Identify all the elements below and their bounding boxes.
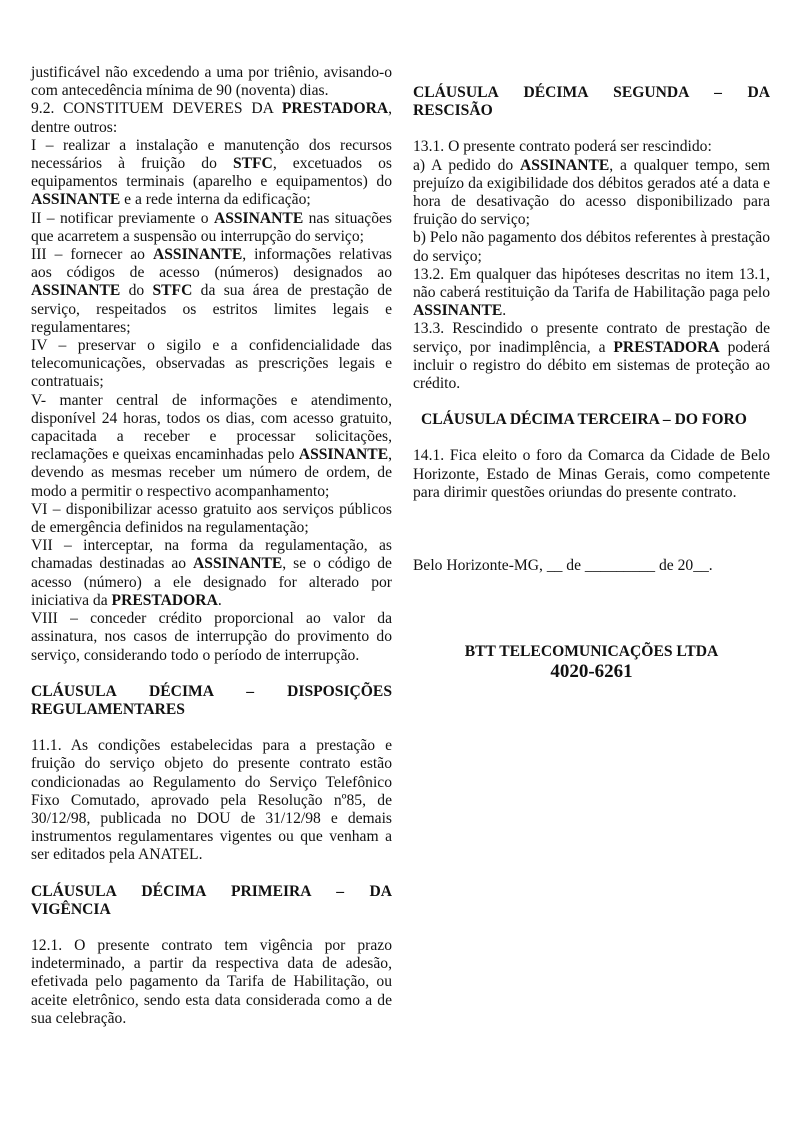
text: I – realizar a instalação e manutenção dos recursos necessários à fruição do [31,136,392,173]
text: 13.3. Rescindido o presente contrato de prestação de serviço, por inadimplência, a [413,320,770,356]
clause-13-3 [413,320,770,393]
text: poderá incluir o registro do débito em sistemas de proteção ao crédito. [413,338,770,393]
heading-line: REGULAMENTARES [31,700,185,718]
heading-line: VIGÊNCIA [31,900,111,918]
item-vi: VI – disponibilizar acesso gratuito aos serviços públicos de emergência definidos na regulamentação; [31,500,392,537]
heading-clausula-decima [31,683,392,719]
text: da sua área de prestação de serviço, respeitados os estritos limites legais e regulamentares; [31,282,392,336]
term-assinante: ASSINANTE [520,156,610,174]
text: , devendo as mesmas receber um número de ordem, de modo a permitir o respectivo acompanhamento; [31,446,392,500]
term-assinante: ASSINANTE [413,302,503,320]
term-stfc: STFC [232,155,273,173]
clause-13-2 [413,266,770,321]
text: e a rede interna da edificação; [120,191,311,209]
term-assinante: ASSINANTE [31,191,121,209]
term-assinante: ASSINANTE [31,282,121,300]
item-ii [31,210,392,246]
text: , dentre outros: [31,100,392,136]
clause-9-2 [31,100,392,136]
heading-clausula-decima-segunda [413,84,770,120]
term-assinante: ASSINANTE [152,246,243,264]
signature-block [413,643,770,681]
heading-line: CLÁUSULA DÉCIMA PRIMEIRA – DA [31,882,392,900]
text: nas situações que acarretem a suspensão ou interrupção do serviço; [31,209,392,245]
text: VII – interceptar, na forma da regulamentação, as chamadas destinadas ao [31,537,392,573]
clause-13-1: 13.1. O presente contrato poderá ser rescindido: [413,138,712,156]
right-column [413,64,770,682]
clause-12-1: 12.1. O presente contrato tem vigência por prazo indeterminado, a partir da respectiva data de adesão, efetivada pelo pagamento da Tarifa de Habilitação, ou aceite eletrônico, sendo esta data considerada como a de sua celebração. [31,936,392,1027]
heading-line: RESCISÃO [413,102,493,120]
term-prestadora: PRESTADORA [613,338,720,356]
company-phone: 4020-6261 [550,661,633,683]
heading-clausula-decima-primeira [31,883,392,919]
text: III – fornecer ao [31,246,153,264]
term-prestadora: PRESTADORA [281,100,389,118]
item-i [31,137,392,210]
text: 13.2. Em qualquer das hipóteses descritas no item 13.1, não caberá restituição da Tarifa de Habilitação paga pelo [413,265,770,302]
term-assinante: ASSINANTE [213,209,304,227]
heading-line: CLÁUSULA DÉCIMA SEGUNDA – DA [413,84,770,101]
term-prestadora: PRESTADORA [111,591,218,609]
text: , informações relativas aos códigos de acesso (números) designados ao [31,246,392,282]
heading-line: CLÁUSULA DÉCIMA – DISPOSIÇÕES [31,682,392,700]
text: , a qualquer tempo, sem prejuízo da exigibilidade dos débitos gerados até a data e hora de desativação do acesso disponibilizado para fruição do serviço; [413,156,770,229]
text: . [502,302,507,320]
text: . [217,591,222,609]
item-iv: IV – preservar o sigilo e a confidencialidade das telecomunicações, observadas as prescrições legais e contratuais; [31,337,392,391]
item-v [31,392,392,501]
item-vii [31,537,392,610]
term-assinante: ASSINANTE [193,555,283,573]
text: a) A pedido do [413,156,521,174]
text: 9.2. CONSTITUEM DEVERES DA [31,100,282,118]
item-viii: VIII – conceder crédito proporcional ao valor da assinatura, nos casos de interrupção do provimento do serviço, considerando todo o período de interrupção. [31,610,392,664]
clause-11-1: 11.1. As condições estabelecidas para a prestação e fruição do serviço objeto do presente contrato estão condicionadas ao Regulamento do Serviço Telefônico Fixo Comutado, aprovado pela Resolução nº85, de 30/12/98, publicada no DOU de 31/12/98 e demais instrumentos regulamentares vigentes ou que venham a ser editados pela ANATEL. [31,737,392,864]
company-name: BTT TELECOMUNICAÇÕES LTDA [464,643,719,661]
term-assinante: ASSINANTE [298,446,389,464]
text: , se o código de acesso (número) a ele designado for alterado por iniciativa da [31,555,392,609]
text: do [120,282,153,300]
clause-14-1: 14.1. Fica eleito o foro da Comarca da Cidade de Belo Horizonte, Estado de Minas Gerais, como competente para dirimir questões oriundas do presente contrato. [413,447,770,501]
text: , excetuados os equipamentos terminais (aparelho e equipamentos) do [31,155,392,191]
text: V- manter central de informações e atendimento, disponível 24 horas, todos os dias, com acesso gratuito, capacitada a receber e processar solicitações, reclamações e queixas encaminhadas pelo [31,391,392,464]
clause-13-1-b: b) Pelo não pagamento dos débitos referentes à prestação do serviço; [413,229,770,265]
term-stfc: STFC [152,282,193,300]
item-iii [31,246,392,337]
left-column [31,64,392,1028]
paragraph-intro: justificável não excedendo a uma por triênio, avisando-o com antecedência mínima de 90 (noventa) dias. [31,64,392,100]
heading-clausula-decima-terceira: CLÁUSULA DÉCIMA TERCEIRA – DO FORO [421,411,747,429]
date-line: Belo Horizonte-MG, __ de _________ de 20__. [413,557,713,575]
clause-13-1-a [413,157,770,230]
text: II – notificar previamente o [31,209,214,227]
